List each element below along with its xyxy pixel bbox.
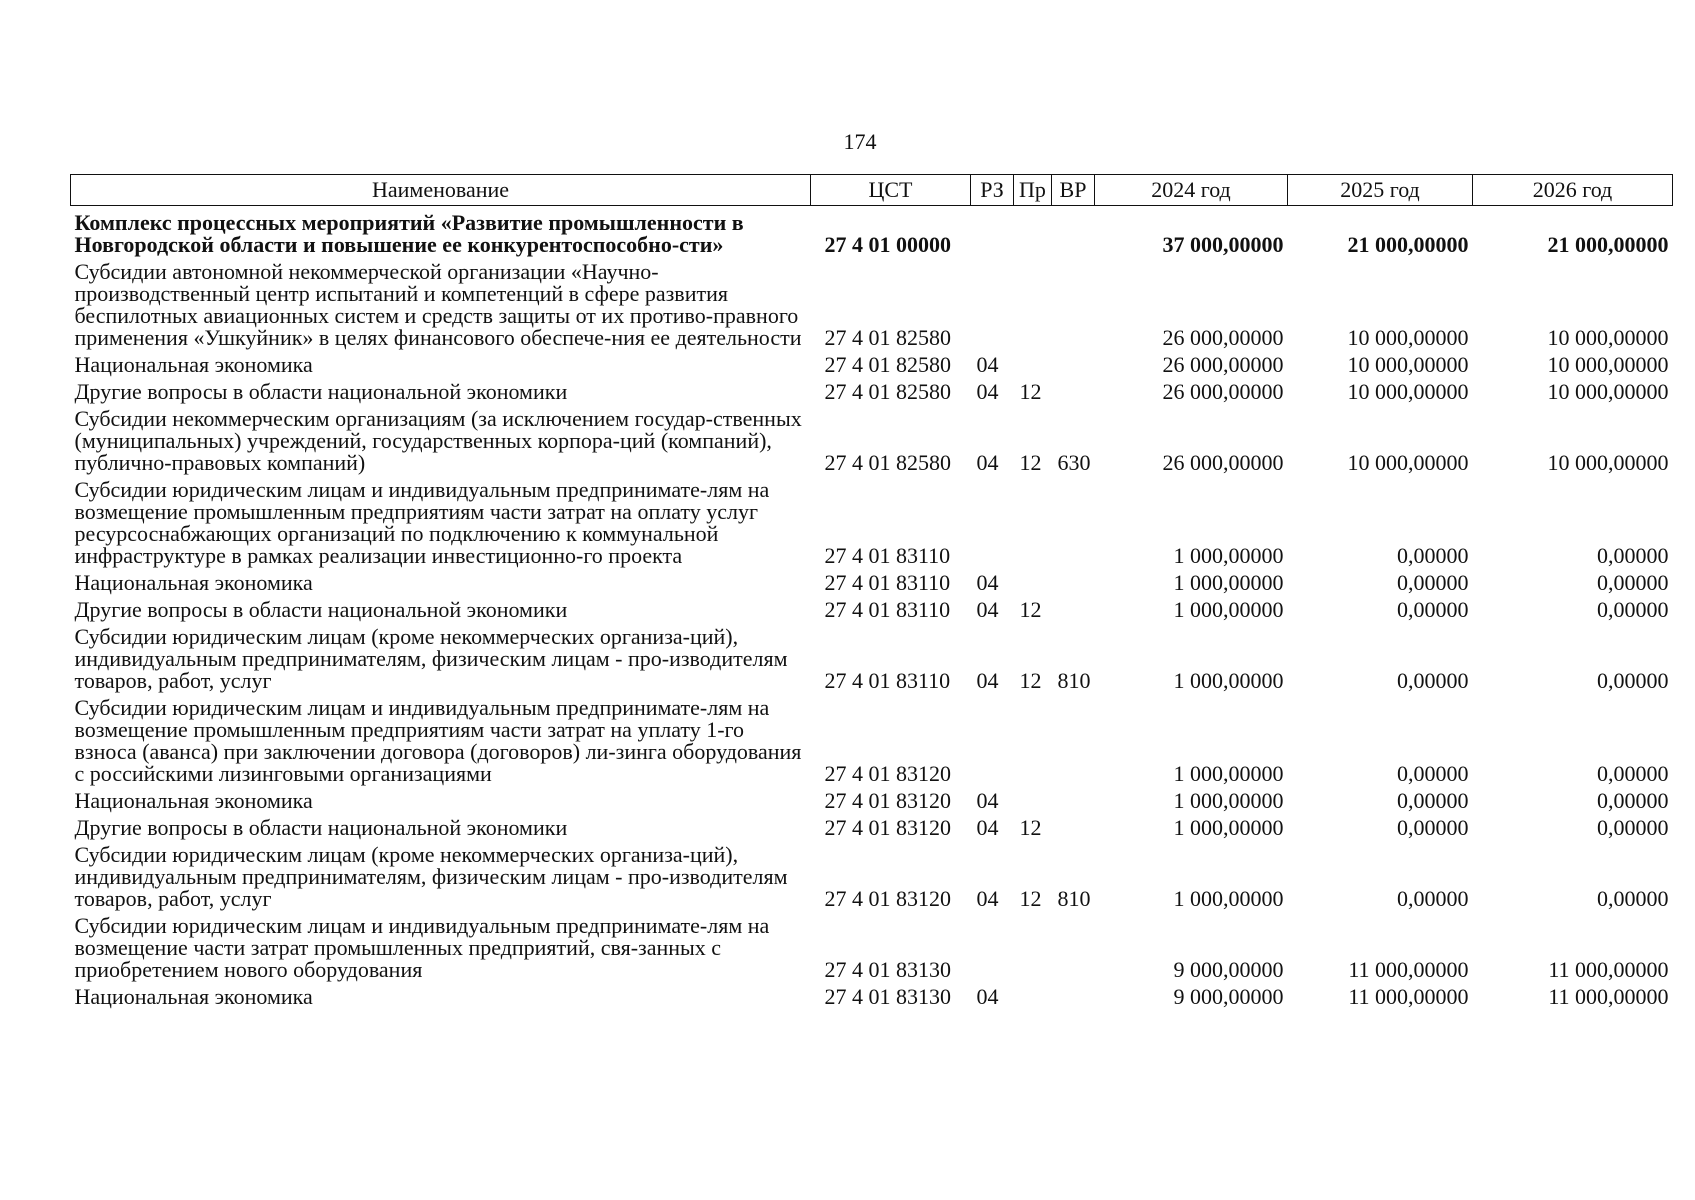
- cell-cst: 27 4 01 83120: [824, 788, 951, 813]
- cell-pr: [1014, 259, 1052, 352]
- cell-cst: 27 4 01 00000: [824, 232, 951, 257]
- cell-cst: 27 4 01 82580: [824, 379, 951, 404]
- cell-2024: 1 000,00000: [1173, 815, 1284, 840]
- cell-cst: 27 4 01 82580: [824, 325, 951, 350]
- cell-pr: [1014, 695, 1052, 788]
- cell-rz: [971, 695, 1014, 788]
- cell-cst: 27 4 01 82580: [824, 450, 951, 475]
- cell-2025: 21 000,00000: [1347, 232, 1469, 257]
- cell-2025: 10 000,00000: [1347, 450, 1469, 475]
- cell-pr: 12: [1019, 668, 1042, 693]
- page-number: 174: [843, 129, 877, 154]
- cell-cst: 27 4 01 83130: [824, 984, 951, 1009]
- budget-table: [70, 174, 1673, 1011]
- cell-2025: 0,00000: [1397, 788, 1469, 813]
- cell-rz: 04: [976, 886, 999, 911]
- cell-pr: 12: [1019, 597, 1042, 622]
- header-2026: 2026 год: [1473, 175, 1673, 206]
- header-2024: 2024 год: [1095, 175, 1288, 206]
- cell-2024: 9 000,00000: [1173, 957, 1284, 982]
- table-row: [71, 206, 1673, 260]
- cell-2026: 0,00000: [1597, 788, 1669, 813]
- cell-rz: 04: [976, 788, 999, 813]
- header-rz: РЗ: [971, 175, 1014, 206]
- table-row: [71, 379, 1673, 406]
- cell-name: Субсидии юридическим лицам (кроме некоммерческих организа-ций), индивидуальным предпринимателям, физическим лицам - про-изводителям товаров, работ, услуг: [74, 842, 788, 911]
- cell-vr: 810: [1057, 668, 1091, 693]
- cell-name: Другие вопросы в области национальной экономики: [74, 379, 568, 404]
- cell-2024: 1 000,00000: [1173, 570, 1284, 595]
- cell-2024: 26 000,00000: [1162, 325, 1284, 350]
- table-row: [71, 477, 1673, 570]
- cell-2026: 11 000,00000: [1548, 984, 1669, 1009]
- cell-vr: [1052, 695, 1095, 788]
- cell-2024: 9 000,00000: [1173, 984, 1284, 1009]
- cell-2026: 0,00000: [1597, 543, 1669, 568]
- cell-pr: [1014, 788, 1052, 815]
- cell-name: Национальная экономика: [74, 984, 313, 1009]
- cell-rz: 04: [976, 379, 999, 404]
- table-row: [71, 406, 1673, 477]
- cell-2025: 10 000,00000: [1347, 379, 1469, 404]
- cell-rz: [971, 206, 1014, 260]
- cell-2026: 10 000,00000: [1547, 379, 1669, 404]
- cell-2025: 0,00000: [1397, 761, 1469, 786]
- table-row: [71, 913, 1673, 984]
- cell-2024: 1 000,00000: [1173, 597, 1284, 622]
- cell-name: Субсидии юридическим лицам и индивидуальным предпринимате-лям на возмещение промышленным предприятиям части затрат на уплату 1-го взноса (аванса) при заключении договора (договоров) ли-зинга оборудования с российскими лизинговыми организациями: [74, 695, 802, 786]
- cell-2024: 1 000,00000: [1173, 788, 1284, 813]
- cell-pr: [1014, 913, 1052, 984]
- cell-cst: 27 4 01 83120: [824, 886, 951, 911]
- cell-2024: 26 000,00000: [1162, 450, 1284, 475]
- cell-2025: 0,00000: [1397, 570, 1469, 595]
- cell-2024: 1 000,00000: [1173, 668, 1284, 693]
- cell-vr: [1052, 984, 1095, 1011]
- cell-name: Другие вопросы в области национальной экономики: [74, 815, 568, 840]
- cell-vr: [1052, 206, 1095, 260]
- cell-2026: 10 000,00000: [1547, 325, 1669, 350]
- table-row: [71, 695, 1673, 788]
- cell-2026: 21 000,00000: [1547, 232, 1669, 257]
- header-pr: Пр: [1014, 175, 1052, 206]
- cell-pr: 12: [1019, 379, 1042, 404]
- cell-2026: 0,00000: [1597, 570, 1669, 595]
- table-row: [71, 984, 1673, 1011]
- cell-rz: 04: [976, 352, 999, 377]
- cell-vr: 810: [1057, 886, 1091, 911]
- cell-pr: [1014, 984, 1052, 1011]
- cell-vr: [1052, 597, 1095, 624]
- cell-cst: 27 4 01 83120: [824, 761, 951, 786]
- cell-name: Субсидии юридическим лицам (кроме некоммерческих организа-ций), индивидуальным предпринимателям, физическим лицам - про-изводителям товаров, работ, услуг: [74, 624, 788, 693]
- cell-pr: 12: [1019, 450, 1042, 475]
- cell-2025: 10 000,00000: [1347, 325, 1469, 350]
- cell-2025: 11 000,00000: [1348, 984, 1469, 1009]
- cell-pr: 12: [1019, 886, 1042, 911]
- cell-2026: 11 000,00000: [1548, 957, 1669, 982]
- cell-vr: [1052, 352, 1095, 379]
- cell-pr: [1014, 352, 1052, 379]
- cell-rz: [971, 259, 1014, 352]
- table-row: [71, 624, 1673, 695]
- cell-2025: 0,00000: [1397, 886, 1469, 911]
- cell-cst: 27 4 01 83130: [824, 957, 951, 982]
- cell-2025: 11 000,00000: [1348, 957, 1469, 982]
- cell-pr: 12: [1019, 815, 1042, 840]
- cell-2025: 0,00000: [1397, 815, 1469, 840]
- header-name: Наименование: [71, 175, 811, 206]
- cell-2025: 0,00000: [1397, 543, 1469, 568]
- cell-rz: 04: [976, 570, 999, 595]
- cell-rz: 04: [976, 984, 999, 1009]
- cell-2026: 0,00000: [1597, 886, 1669, 911]
- cell-name: Субсидии некоммерческим организациям (за исключением государ-ственных (муниципальных) учреждений, государственных корпора-ций (компаний), публично-правовых компаний): [74, 406, 802, 475]
- cell-rz: 04: [976, 450, 999, 475]
- cell-cst: 27 4 01 82580: [824, 352, 951, 377]
- cell-pr: [1014, 477, 1052, 570]
- cell-cst: 27 4 01 83110: [824, 597, 951, 622]
- cell-vr: [1052, 570, 1095, 597]
- cell-2024: 26 000,00000: [1162, 352, 1284, 377]
- cell-2026: 10 000,00000: [1547, 450, 1669, 475]
- cell-2026: 0,00000: [1597, 668, 1669, 693]
- cell-rz: [971, 913, 1014, 984]
- cell-cst: 27 4 01 83110: [824, 543, 951, 568]
- cell-2024: 26 000,00000: [1162, 379, 1284, 404]
- cell-cst: 27 4 01 83120: [824, 815, 951, 840]
- cell-name: Субсидии юридическим лицам и индивидуальным предпринимате-лям на возмещение части затрат промышленных предприятий, свя-занных с приобретением нового оборудования: [74, 913, 770, 982]
- cell-vr: [1052, 259, 1095, 352]
- cell-2025: 0,00000: [1397, 668, 1469, 693]
- cell-pr: [1014, 206, 1052, 260]
- cell-name: Субсидии юридическим лицам и индивидуальным предпринимате-лям на возмещение промышленным предприятиям части затрат на оплату услуг ресурсоснабжающих организаций по подключению к коммунальной инфраструктуре в рамках реализации инвестиционно-го проекта: [74, 477, 770, 568]
- cell-rz: 04: [976, 668, 999, 693]
- table-row: [71, 259, 1673, 352]
- cell-cst: 27 4 01 83110: [824, 668, 951, 693]
- header-vr: ВР: [1052, 175, 1095, 206]
- table-row: [71, 597, 1673, 624]
- cell-2024: 1 000,00000: [1173, 543, 1284, 568]
- cell-2024: 1 000,00000: [1173, 761, 1284, 786]
- table-row: [71, 352, 1673, 379]
- cell-name: Национальная экономика: [74, 352, 313, 377]
- cell-rz: [971, 477, 1014, 570]
- table-row: [71, 570, 1673, 597]
- cell-vr: [1052, 815, 1095, 842]
- cell-2024: 1 000,00000: [1173, 886, 1284, 911]
- cell-vr: 630: [1057, 450, 1091, 475]
- table-header: [71, 175, 1673, 206]
- cell-vr: [1052, 913, 1095, 984]
- cell-vr: [1052, 477, 1095, 570]
- cell-name: Другие вопросы в области национальной экономики: [74, 597, 568, 622]
- cell-pr: [1014, 570, 1052, 597]
- cell-2024: 37 000,00000: [1162, 232, 1284, 257]
- cell-2025: 10 000,00000: [1347, 352, 1469, 377]
- cell-2026: 0,00000: [1597, 815, 1669, 840]
- cell-2026: 0,00000: [1597, 761, 1669, 786]
- cell-name: Национальная экономика: [74, 788, 313, 813]
- cell-name: Субсидии автономной некоммерческой организации «Научно-производственный центр испытаний и компетенций в сфере развития беспилотных авиационных систем и средств защиты от их противо-правного применения «Ушкуйник» в целях финансового обеспече-ния ее деятельности: [74, 259, 802, 350]
- table-row: [71, 815, 1673, 842]
- table-row: [71, 788, 1673, 815]
- table-body: [71, 206, 1673, 1012]
- cell-rz: 04: [976, 815, 999, 840]
- cell-vr: [1052, 788, 1095, 815]
- cell-cst: 27 4 01 83110: [824, 570, 951, 595]
- header-cst: ЦСТ: [811, 175, 971, 206]
- cell-2026: 10 000,00000: [1547, 352, 1669, 377]
- cell-vr: [1052, 379, 1095, 406]
- table-row: [71, 842, 1673, 913]
- cell-2026: 0,00000: [1597, 597, 1669, 622]
- cell-2025: 0,00000: [1397, 597, 1469, 622]
- cell-name: Комплекс процессных мероприятий «Развитие промышленности в Новгородской области и повышение ее конкурентоспособно-сти»: [74, 210, 744, 257]
- header-2025: 2025 год: [1288, 175, 1473, 206]
- cell-rz: 04: [976, 597, 999, 622]
- cell-name: Национальная экономика: [74, 570, 313, 595]
